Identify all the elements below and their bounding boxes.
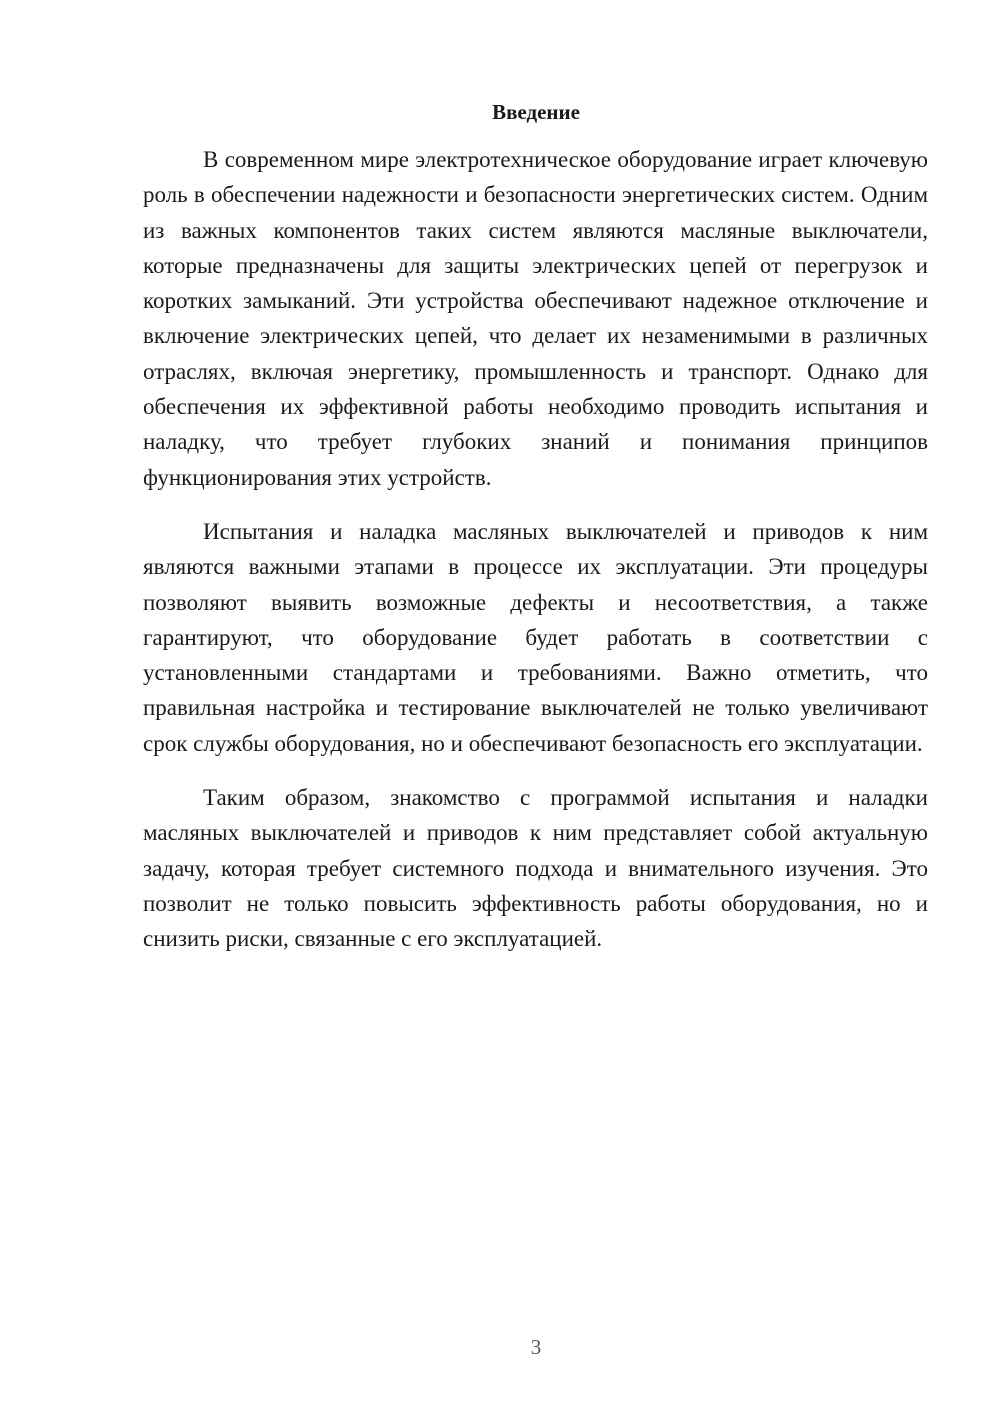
page-number: 3 bbox=[530, 1335, 542, 1359]
paragraph-1: В современном мире электротехническое оборудование играет ключевую роль в обеспечении надежности и безопасности энергетических систем. Одним из важных компонентов таких систем являются масляные выключатели, которые предназначены для защиты электрических цепей от перегрузок и коротких замыканий. Эти устройства обеспечивают надежное отключение и включение электрических цепей, что делает их незаменимыми в различных отраслях, включая энергетику, промышленность и транспорт. Однако для обеспечения их эффективной работы необходимо проводить испытания и наладку, что требует глубоких знаний и понимания принципов функционирования этих устройств. bbox=[143, 147, 928, 490]
section-heading: Введение bbox=[492, 100, 580, 124]
paragraph-3: Таким образом, знакомство с программой испытания и наладки масляных выключателей и приводов к ним представляет собой актуальную задачу, которая требует системного подхода и внимательного изучения. Это позволит не только повысить эффективность работы оборудования, но и снизить риски, связанные с его эксплуатацией. bbox=[143, 785, 928, 952]
paragraph-2: Испытания и наладка масляных выключателей и приводов к ним являются важными этапами в процессе их эксплуатации. Эти процедуры позволяют выявить возможные дефекты и несоответствия, а также гарантируют, что оборудование будет работать в соответствии с установленными стандартами и требованиями. Важно отметить, что правильная настройка и тестирование выключателей не только увеличивают срок службы оборудования, но и обеспечивают безопасность его эксплуатации. bbox=[143, 518, 928, 756]
body-text bbox=[143, 142, 928, 976]
